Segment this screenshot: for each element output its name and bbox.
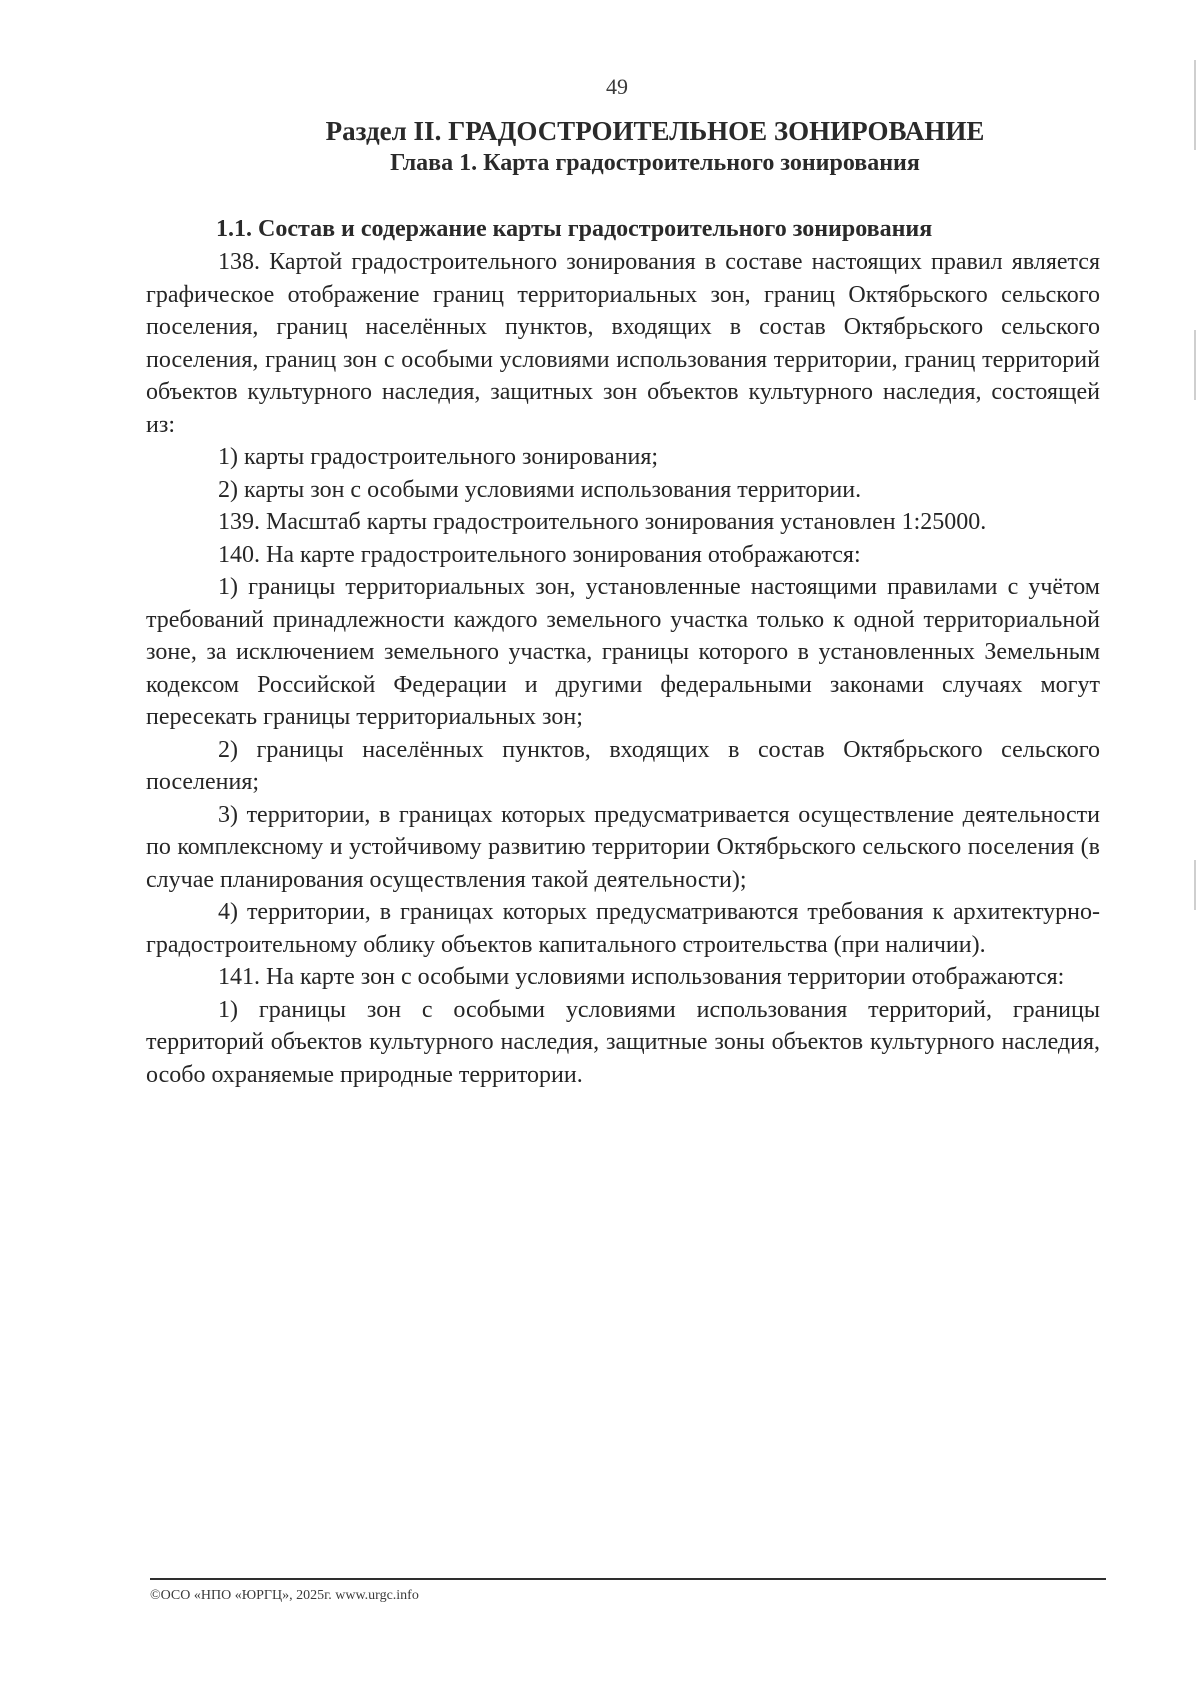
- paragraph-141: 141. На карте зон с особыми условиями использования территории отображаются:: [218, 964, 1065, 990]
- paragraph-139: 139. Масштаб карты градостроительного зонирования установлен 1:25000.: [218, 509, 987, 535]
- chapter-title: Глава 1. Карта градостроительного зонирования: [390, 150, 920, 176]
- list-item-140-1: 1) границы территориальных зон, установленные настоящими правилами с учётом требований принадлежности каждого земельного участка только к одной территориальной зоне, за исключением земельного участка, границы которого в установленных Земельным кодексом Российской Федерации и другими федеральными законами случаях могут пересекать границы территориальных зон;: [146, 574, 1100, 730]
- scan-edge-mark: [1194, 60, 1196, 150]
- subsection-title: 1.1. Состав и содержание карты градостроительного зонирования: [216, 216, 933, 242]
- list-item-140-4: 4) территории, в границах которых предусматриваются требования к архитектурно-градостроительному облику объектов капитального строительства (при наличии).: [146, 899, 1100, 958]
- list-item-138-2: 2) карты зон с особыми условиями использования территории.: [218, 476, 862, 503]
- footer-divider: [150, 1578, 1106, 1580]
- body-text: [146, 246, 1100, 1091]
- list-item-138-1: 1) карты градостроительного зонирования;: [218, 444, 659, 470]
- paragraph-140: 140. На карте градостроительного зонирования отображаются:: [218, 541, 861, 568]
- list-item-141-1: 1) границы зон с особыми условиями использования территорий, границы территорий объектов культурного наследия, защитные зоны объектов культурного наследия, особо охраняемые природные территории.: [146, 996, 1100, 1088]
- list-item-140-3: 3) территории, в границах которых предусматривается осуществление деятельности по комплексному и устойчивому развитию территории Октябрьского сельского поселения (в случае планирования осуществления такой деятельности);: [146, 801, 1100, 893]
- paragraph-138: 138. Картой градостроительного зонирования в составе настоящих правил является графическое отображение границ территориальных зон, границ Октябрьского сельского поселения, границ населённых пунктов, входящих в состав Октябрьского сельского поселения, границ зон с особыми условиями использования территории, границ территорий объектов культурного наследия, защитных зон объектов культурного наследия, состоящей из:: [146, 249, 1100, 438]
- footer-copyright: ©ОСО «НПО «ЮРГЦ», 2025г. www.urgc.info: [150, 1588, 419, 1603]
- scan-edge-mark: [1194, 330, 1196, 400]
- list-item-140-2: 2) границы населённых пунктов, входящих в состав Октябрьского сельского поселения;: [146, 736, 1100, 795]
- section-title: Раздел II. ГРАДОСТРОИТЕЛЬНОЕ ЗОНИРОВАНИЕ: [325, 116, 985, 146]
- page-number: 49: [606, 74, 628, 99]
- scan-edge-mark: [1194, 860, 1196, 910]
